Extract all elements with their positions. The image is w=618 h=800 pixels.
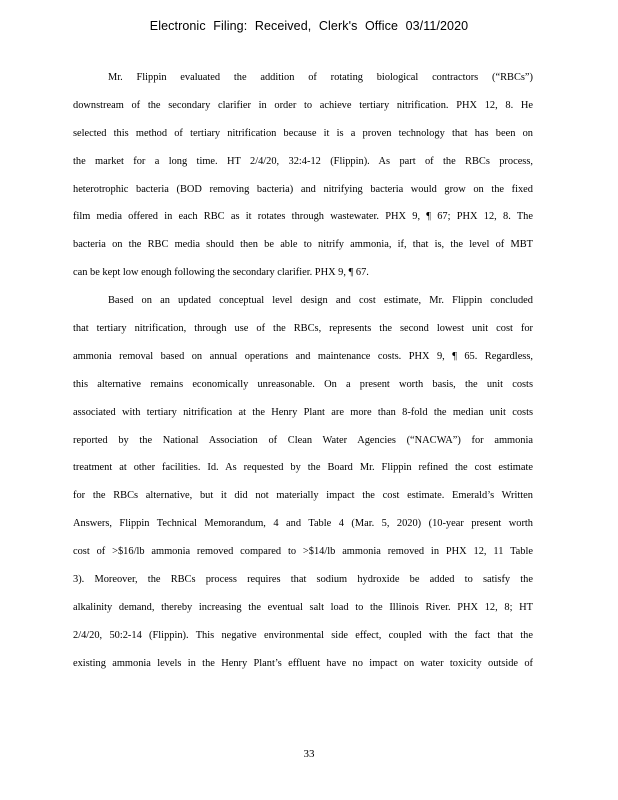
page-number: 33	[303, 748, 315, 760]
text-line: selected this method of tertiary nitrification because it is a proven technology that has been on	[73, 127, 533, 139]
text-line: alkalinity demand, thereby increasing the eventual salt load to the Illinois River. PHX 12, 8; HT	[73, 601, 533, 613]
text-line: ammonia removal based on annual operations and maintenance costs. PHX 9, ¶ 65. Regardless,	[73, 350, 533, 362]
text-line: treatment at other facilities. Id. As requested by the Board Mr. Flippin refined the cost estimate	[73, 462, 533, 474]
text-line: 3). Moreover, the RBCs process requires that sodium hydroxide be added to satisfy the	[73, 574, 533, 586]
text-line: Mr. Flippin evaluated the addition of rotating biological contractors (“RBCs”)	[108, 72, 533, 83]
text-line: Answers, Flippin Technical Memorandum, 4 and Table 4 (Mar. 5, 2020) (10-year present worth	[73, 518, 533, 530]
text-line: for the RBCs alternative, but it did not materially impact the cost estimate. Emerald’s Written	[73, 490, 533, 502]
body-text	[73, 68, 533, 682]
text-line: bacteria on the RBC media should then be able to nitrify ammonia, if, that is, the level of MBT	[73, 239, 533, 251]
text-line: downstream of the secondary clarifier in order to achieve tertiary nitrification. PHX 12, 8. He	[73, 99, 533, 111]
text-line: reported by the National Association of Clean Water Agencies (“NACWA”) for ammonia	[73, 434, 533, 446]
text-line: the market for a long time. HT 2/4/20, 32:4-12 (Flippin). As part of the RBCs process,	[73, 155, 533, 167]
text-line: existing ammonia levels in the Henry Plant’s effluent have no impact on water toxicity outside of	[73, 657, 533, 669]
text-line: this alternative remains economically unreasonable. On a present worth basis, the unit costs	[73, 378, 533, 390]
text-line: film media offered in each RBC as it rotates through wastewater. PHX 9, ¶ 67; PHX 12, 8. The	[73, 211, 533, 223]
text-line: cost of >$16/lb ammonia removed compared to >$14/lb ammonia removed in PHX 12, 11 Table	[73, 546, 533, 558]
text-line: that tertiary nitrification, through use of the RBCs, represents the second lowest unit cost for	[73, 323, 533, 335]
text-line: 2/4/20, 50:2-14 (Flippin). This negative environmental side effect, coupled with the fact that the	[73, 629, 533, 641]
filing-header: Electronic Filing: Received, Clerk's Office 03/11/2020	[149, 19, 469, 33]
text-line: associated with tertiary nitrification at the Henry Plant are more than 8-fold the median unit costs	[73, 406, 533, 418]
text-line: can be kept low enough following the secondary clarifier. PHX 9, ¶ 67.	[73, 267, 369, 279]
text-line: heterotrophic bacteria (BOD removing bacteria) and nitrifying bacteria would grow on the fixed	[73, 183, 533, 195]
text-line: Based on an updated conceptual level design and cost estimate, Mr. Flippin concluded	[108, 295, 533, 307]
